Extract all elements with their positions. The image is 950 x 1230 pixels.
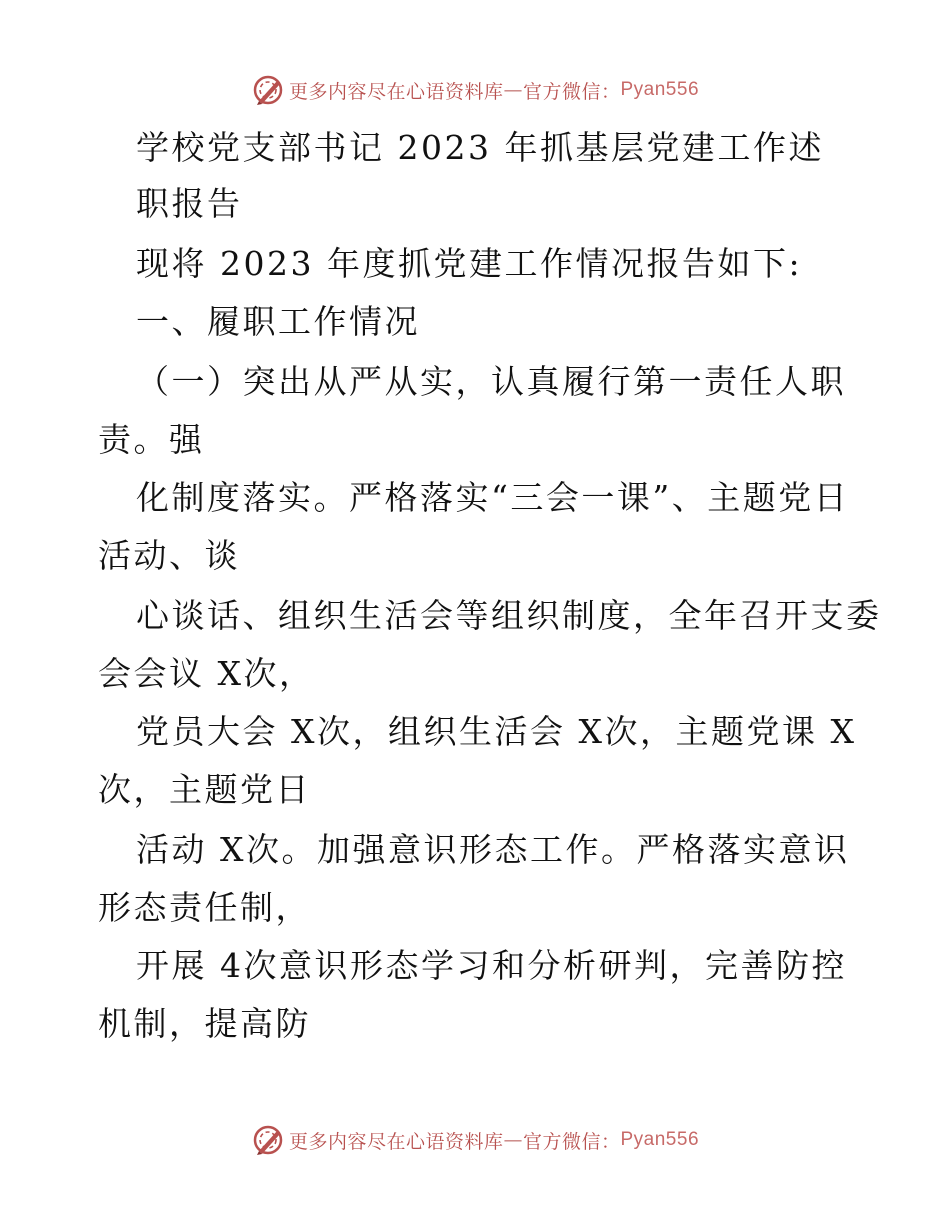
- watermark-wechat-label: 官方微信：: [522, 80, 621, 103]
- watermark-wechat-label: 官方微信：: [522, 1130, 621, 1153]
- body-line: 次，主题党日: [98, 770, 311, 809]
- watermark-text: 更多内容尽在心语资料库: [288, 80, 504, 103]
- watermark-text: 更多内容尽在心语资料库: [288, 1130, 504, 1153]
- body-line: 责。强: [98, 420, 205, 459]
- footer-watermark: [0, 1120, 950, 1160]
- watermark-wechat-id: Pyan556: [620, 79, 700, 100]
- watermark-separator: —: [503, 79, 523, 101]
- pen-logo-icon: [251, 1123, 285, 1157]
- intro-paragraph: 现将 2023 年度抓党建工作情况报告如下:: [136, 244, 803, 283]
- title-line-2: 职报告: [136, 184, 243, 223]
- header-watermark: [0, 70, 950, 110]
- body-line: （一）突出从严从实，认真履行第一责任人职: [136, 362, 846, 401]
- body-line: 心谈话、组织生活会等组织制度，全年召开支委: [136, 596, 882, 635]
- section-heading: 一、履职工作情况: [136, 302, 420, 341]
- body-line: 会会议 X次，: [98, 654, 315, 693]
- body-line: 开展 4次意识形态学习和分析研判，完善防控: [136, 946, 847, 985]
- watermark-separator: —: [503, 1129, 523, 1151]
- watermark-wechat-id: Pyan556: [620, 1129, 700, 1150]
- body-line: 机制，提高防: [98, 1004, 311, 1043]
- pen-logo-icon: [251, 73, 285, 107]
- body-line: 党员大会 X次，组织生活会 X次，主题党课 X: [136, 712, 857, 751]
- body-line: 化制度落实。严格落实“三会一课”、主题党日: [136, 478, 850, 517]
- body-line: 形态责任制，: [98, 888, 311, 927]
- body-line: 活动 X次。加强意识形态工作。严格落实意识: [136, 830, 850, 869]
- body-line: 活动、谈: [98, 536, 240, 575]
- title-line-1: 学校党支部书记 2023 年抓基层党建工作述: [136, 128, 824, 167]
